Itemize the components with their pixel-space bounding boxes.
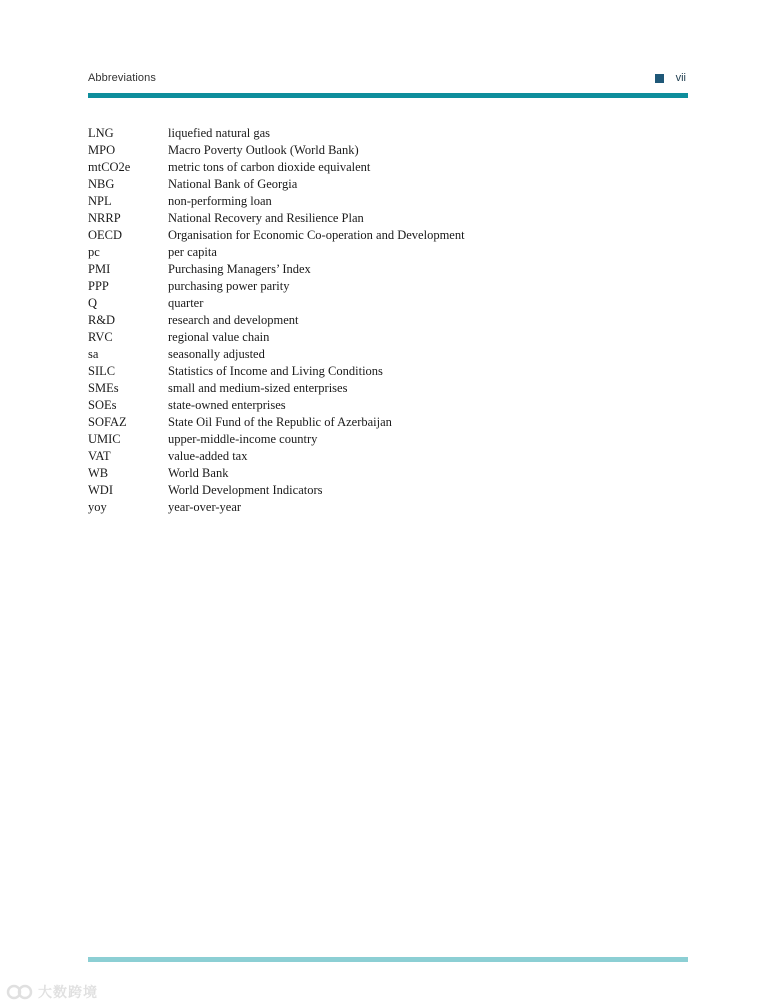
abbreviation-row xyxy=(88,329,688,346)
abbreviation-row xyxy=(88,125,688,142)
abbreviation-definition: seasonally adjusted xyxy=(168,347,265,361)
page-header xyxy=(88,70,688,88)
abbreviation-row xyxy=(88,482,688,499)
abbreviation-term: sa xyxy=(88,347,99,361)
abbreviation-row xyxy=(88,448,688,465)
abbreviation-term: R&D xyxy=(88,313,116,327)
abbreviation-term: PPP xyxy=(88,279,109,293)
abbreviation-term: WB xyxy=(88,466,109,480)
abbreviation-row xyxy=(88,414,688,431)
abbreviation-term: WDI xyxy=(88,483,113,497)
abbreviation-definition: National Bank of Georgia xyxy=(168,177,298,191)
abbreviation-definition: small and medium-sized enterprises xyxy=(168,381,348,395)
abbreviation-row xyxy=(88,431,688,448)
abbreviation-definition: Macro Poverty Outlook (World Bank) xyxy=(168,143,359,157)
abbreviation-definition: Organisation for Economic Co-operation and Development xyxy=(168,228,465,242)
abbreviation-row xyxy=(88,176,688,193)
abbreviation-definition: non-performing loan xyxy=(168,194,272,208)
abbreviation-term: VAT xyxy=(88,449,111,463)
watermark xyxy=(6,982,98,1002)
abbreviation-term: OECD xyxy=(88,228,123,242)
abbreviation-row xyxy=(88,380,688,397)
abbreviation-definition: regional value chain xyxy=(168,330,270,344)
abbreviation-definition: Purchasing Managers’ Index xyxy=(168,262,311,276)
abbreviation-term: UMIC xyxy=(88,432,121,446)
abbreviation-term: SOFAZ xyxy=(88,415,127,429)
abbreviation-row xyxy=(88,363,688,380)
abbreviation-term: yoy xyxy=(88,500,107,514)
abbreviation-term: MPO xyxy=(88,143,116,157)
abbreviation-definition: research and development xyxy=(168,313,299,327)
abbreviation-term: RVC xyxy=(88,330,113,344)
abbreviation-definition: World Bank xyxy=(168,466,229,480)
watermark-text: 大数跨境 xyxy=(38,985,98,1001)
abbreviation-row xyxy=(88,397,688,414)
header-right xyxy=(655,72,686,84)
abbreviation-row xyxy=(88,346,688,363)
abbreviation-definition: World Development Indicators xyxy=(168,483,323,497)
abbreviation-row xyxy=(88,159,688,176)
abbreviation-definition: state-owned enterprises xyxy=(168,398,286,412)
watermark-logo-icon xyxy=(6,983,34,1001)
abbreviation-term: PMI xyxy=(88,262,111,276)
header-rule xyxy=(88,93,688,98)
abbreviation-definition: purchasing power parity xyxy=(168,279,290,293)
abbreviation-definition: per capita xyxy=(168,245,217,259)
header-title: Abbreviations xyxy=(88,72,156,84)
abbreviation-row xyxy=(88,295,688,312)
abbreviation-row xyxy=(88,244,688,261)
abbreviation-definition: State Oil Fund of the Republic of Azerbaijan xyxy=(168,415,392,429)
abbreviation-term: SMEs xyxy=(88,381,119,395)
abbreviation-definition: year-over-year xyxy=(168,500,242,514)
abbreviation-row xyxy=(88,210,688,227)
abbreviation-row xyxy=(88,142,688,159)
abbreviation-term: SOEs xyxy=(88,398,117,412)
abbreviation-definition: upper-middle-income country xyxy=(168,432,318,446)
abbreviation-definition: Statistics of Income and Living Conditions xyxy=(168,364,383,378)
abbreviation-definition: National Recovery and Resilience Plan xyxy=(168,211,364,225)
abbreviation-term: SILC xyxy=(88,364,116,378)
abbreviation-row xyxy=(88,261,688,278)
abbreviation-term: NPL xyxy=(88,194,112,208)
abbreviation-term: LNG xyxy=(88,126,114,140)
abbreviation-row xyxy=(88,227,688,244)
abbreviation-definition: metric tons of carbon dioxide equivalent xyxy=(168,160,371,174)
abbreviation-definition: value-added tax xyxy=(168,449,248,463)
footer-rule xyxy=(88,957,688,962)
abbreviation-definition: liquefied natural gas xyxy=(168,126,271,140)
abbreviation-term: NRRP xyxy=(88,211,121,225)
abbreviation-term: Q xyxy=(88,296,98,310)
page-number: vii xyxy=(675,72,686,84)
abbreviation-row xyxy=(88,193,688,210)
square-bullet-icon xyxy=(655,74,664,83)
abbreviation-row xyxy=(88,278,688,295)
abbreviation-term: pc xyxy=(88,245,100,259)
abbreviation-definition: quarter xyxy=(168,296,204,310)
abbreviation-list xyxy=(88,125,688,516)
abbreviation-term: mtCO2e xyxy=(88,160,131,174)
abbreviation-row xyxy=(88,465,688,482)
abbreviation-term: NBG xyxy=(88,177,115,191)
abbreviation-row xyxy=(88,499,688,516)
abbreviation-row xyxy=(88,312,688,329)
